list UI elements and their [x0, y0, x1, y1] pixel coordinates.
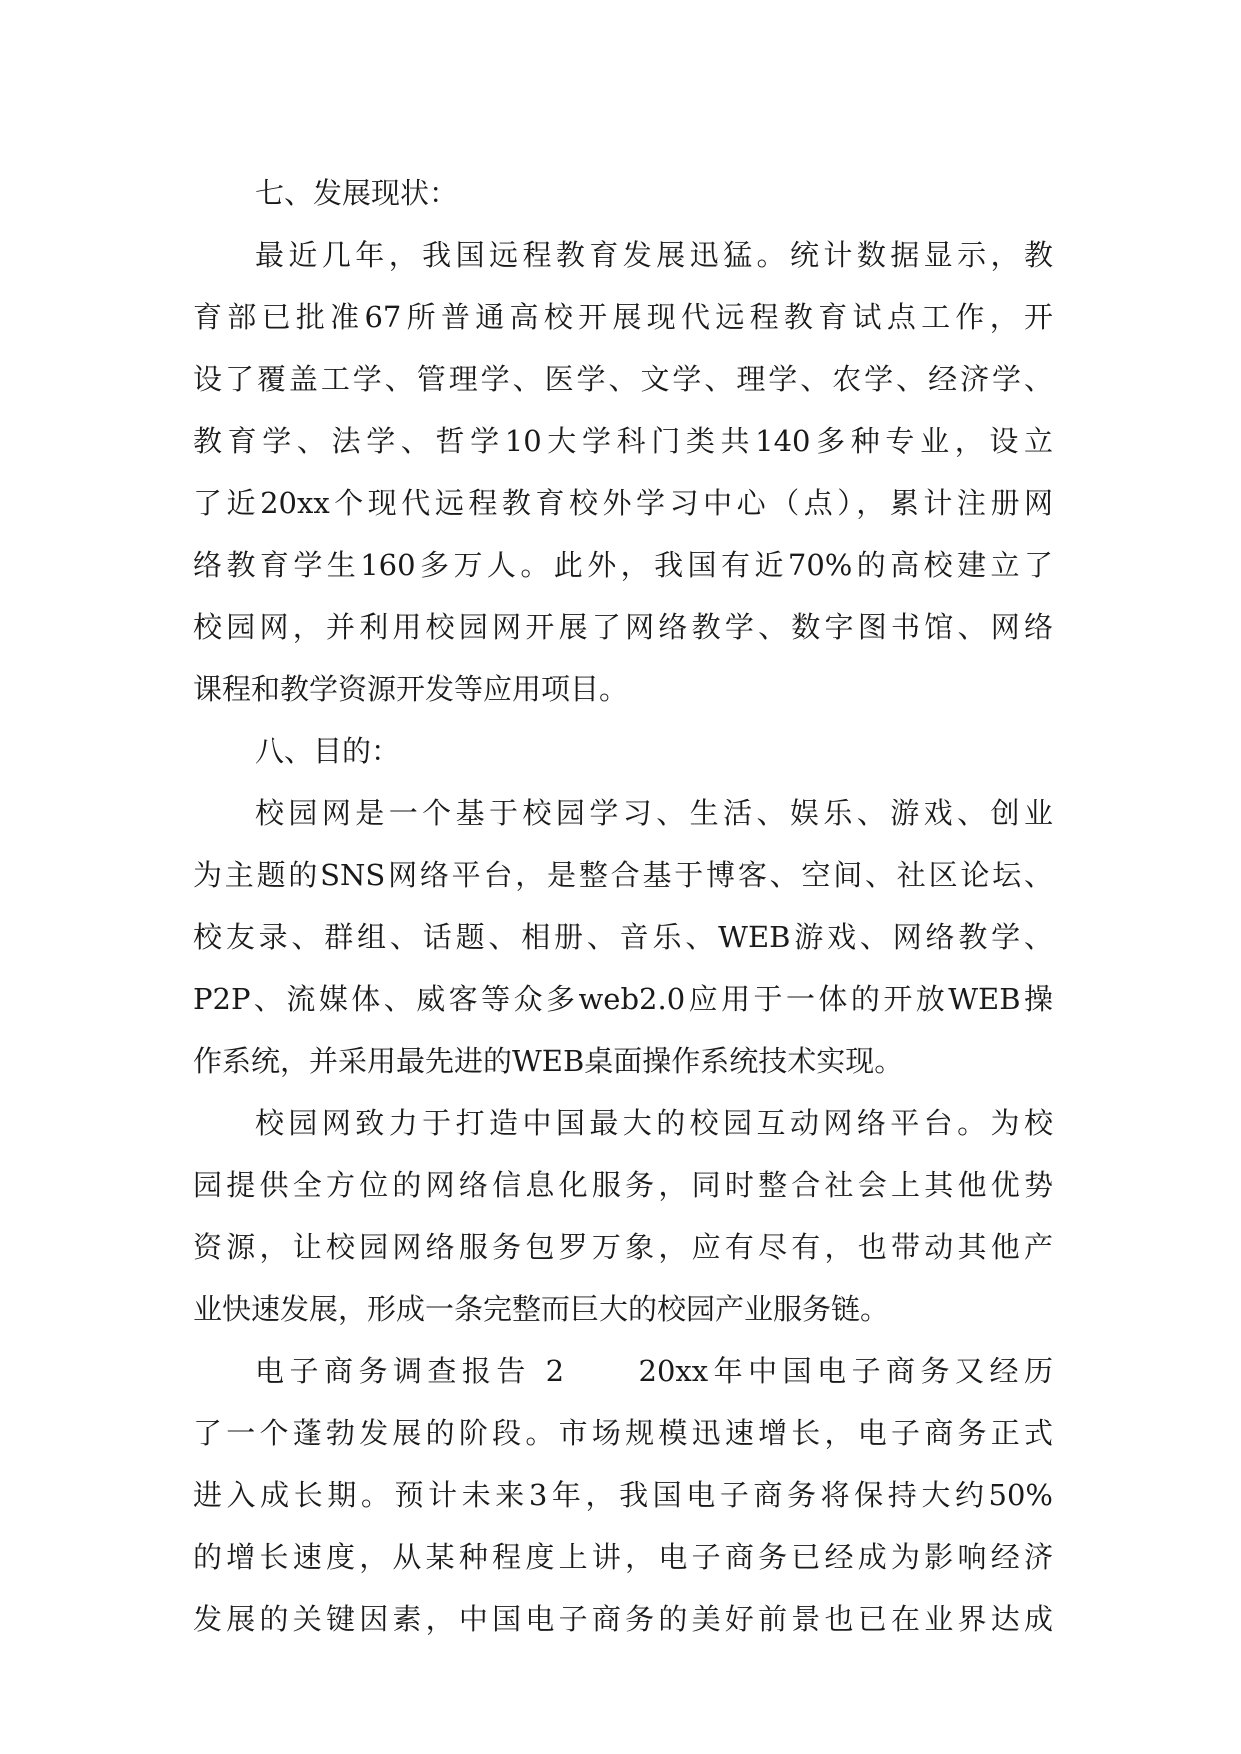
paragraph-line: 作系统，并采用最先进的WEB桌面操作系统技术实现。	[193, 1044, 904, 1078]
paragraph-line: 校园网致力于打造中国最大的校园互动网络平台。为校	[255, 1106, 1053, 1140]
section-heading-7: 七、发展现状：	[255, 176, 459, 210]
paragraph-ecommerce-report-2	[193, 1340, 1053, 1650]
paragraph-line: 了近20xx个现代远程教育校外学习中心（点），累计注册网	[193, 486, 1053, 520]
paragraph-line: 业快速发展，形成一条完整而巨大的校园产业服务链。	[193, 1292, 890, 1326]
paragraph-line: 设了覆盖工学、管理学、医学、文学、理学、农学、经济学、	[193, 362, 1053, 396]
paragraph-line: 校友录、群组、话题、相册、音乐、WEB游戏、网络教学、	[193, 920, 1053, 954]
paragraph-development-status	[193, 224, 1053, 720]
paragraph-line: 校园网，并利用校园网开展了网络教学、数字图书馆、网络	[193, 610, 1053, 644]
paragraph-purpose-2	[193, 1092, 1053, 1340]
paragraph-purpose-1	[193, 782, 1053, 1092]
paragraph-line: 课程和教学资源开发等应用项目。	[193, 672, 629, 706]
paragraph-line: 络教育学生160多万人。此外，我国有近70%的高校建立了	[193, 548, 1053, 582]
paragraph-line: 育部已批准67所普通高校开展现代远程教育试点工作，开	[193, 300, 1053, 334]
paragraph-line: 发展的关键因素，中国电子商务的美好前景也已在业界达成	[193, 1602, 1053, 1636]
paragraph-line: 了一个蓬勃发展的阶段。市场规模迅速增长，电子商务正式	[193, 1416, 1053, 1450]
paragraph-line: 电子商务调查报告 2 20xx年中国电子商务又经历	[255, 1354, 1053, 1388]
paragraph-line: 资源，让校园网络服务包罗万象，应有尽有，也带动其他产	[193, 1230, 1053, 1264]
paragraph-line: 进入成长期。预计未来3年，我国电子商务将保持大约50%	[193, 1478, 1053, 1512]
paragraph-line: 为主题的SNS网络平台，是整合基于博客、空间、社区论坛、	[193, 858, 1053, 892]
section-heading-8: 八、目的：	[255, 734, 401, 768]
paragraph-line: 园提供全方位的网络信息化服务，同时整合社会上其他优势	[193, 1168, 1053, 1202]
paragraph-line: 最近几年，我国远程教育发展迅猛。统计数据显示，教	[255, 238, 1053, 272]
paragraph-line: 的增长速度，从某种程度上讲，电子商务已经成为影响经济	[193, 1540, 1053, 1574]
paragraph-line: P2P、流媒体、威客等众多web2.0应用于一体的开放WEB操	[193, 982, 1053, 1016]
document-body	[193, 162, 1053, 1650]
paragraph-line: 教育学、法学、哲学10大学科门类共140多种专业，设立	[193, 424, 1053, 458]
paragraph-line: 校园网是一个基于校园学习、生活、娱乐、游戏、创业	[255, 796, 1053, 830]
